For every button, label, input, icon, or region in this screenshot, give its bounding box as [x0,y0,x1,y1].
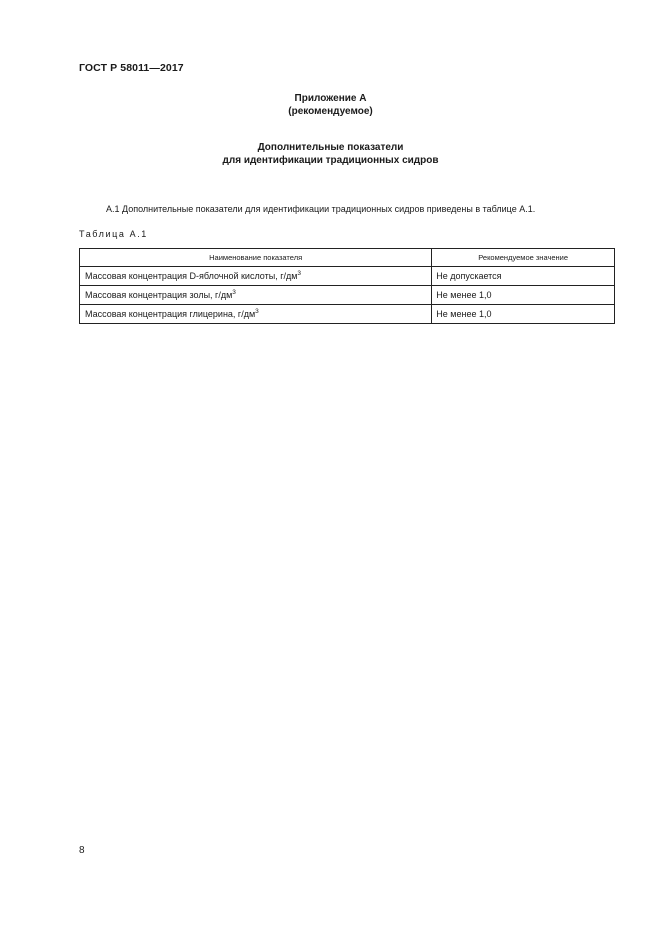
indicator-name-cell [80,267,432,286]
table-row [80,286,615,305]
indicator-value-cell: Не допускается [432,267,615,286]
header-recommended-value: Рекомендуемое значение [432,249,615,267]
unit-exponent: 3 [297,270,302,277]
document-code: ГОСТ Р 58011—2017 [79,62,184,74]
page-number: 8 [79,845,85,856]
section-title-line2: для идентификации традиционных сидров [222,155,439,166]
indicator-name: Массовая концентрация золы, г/дм [85,290,233,300]
annex-status: (рекомендуемое) [288,106,373,117]
unit-exponent: 3 [232,289,236,296]
table-row [80,305,615,324]
indicators-table [79,248,615,324]
unit-exponent: 3 [255,308,259,315]
intro-paragraph: А.1 Дополнительные показатели для идентификации традиционных сидров приведены в таблице А.1. [106,204,536,214]
indicator-name-cell [80,305,432,324]
indicator-name: Массовая концентрация глицерина, г/дм [85,309,256,319]
indicator-name: Массовая концентрация D-яблочной кислоты, г/дм [85,271,298,281]
annex-title: Приложение А [294,93,367,104]
annex-heading [0,92,661,118]
indicator-value-cell: Не менее 1,0 [432,286,615,305]
table-row [80,267,615,286]
section-title-line1: Дополнительные показатели [257,142,404,153]
table-caption: Таблица А.1 [79,229,148,239]
table-header-row [80,249,615,267]
indicator-value-cell: Не менее 1,0 [432,305,615,324]
indicator-name-cell [80,286,432,305]
section-heading [0,141,661,167]
header-indicator-name: Наименование показателя [80,249,432,267]
